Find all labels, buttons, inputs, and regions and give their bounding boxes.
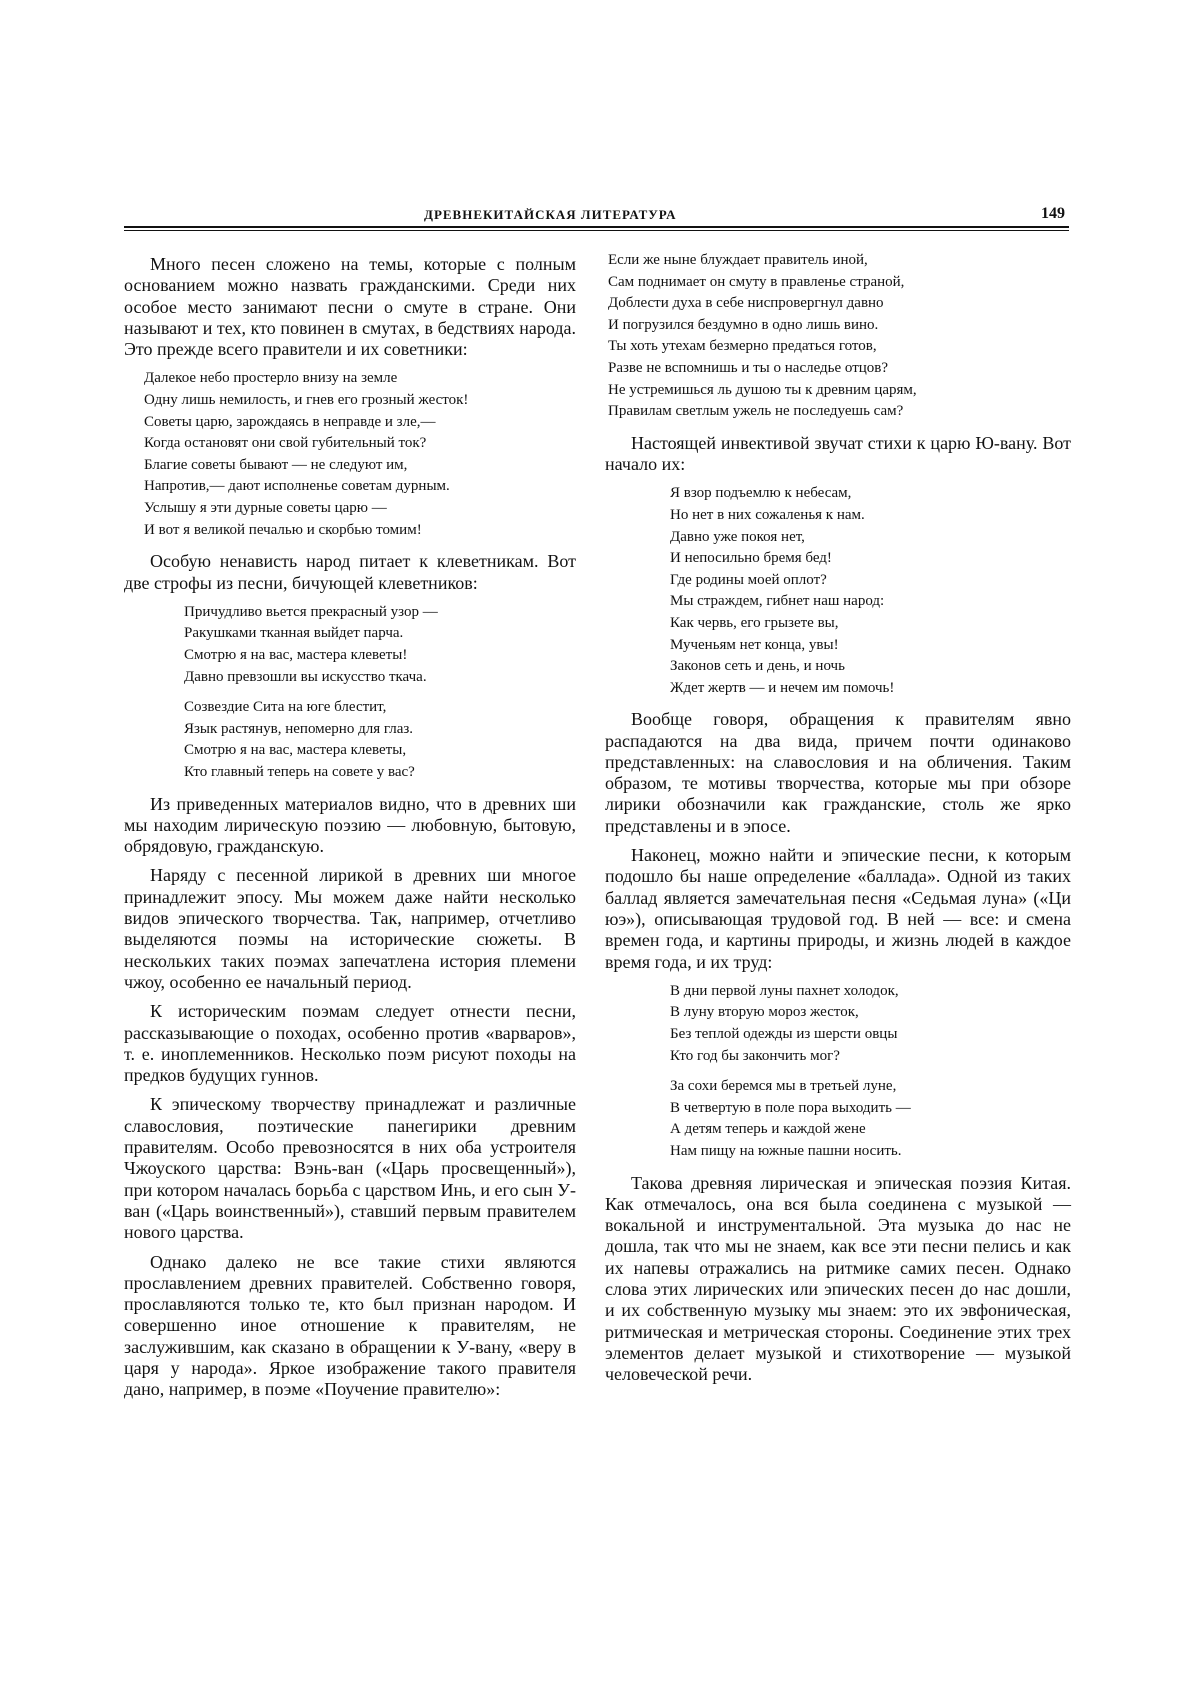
stanza bbox=[184, 697, 576, 783]
verse-line: А детям теперь и каждой жене bbox=[670, 1121, 866, 1138]
verse-line: Как червь, его грызете вы, bbox=[670, 614, 839, 631]
verse-line: Нам пищу на южные пашни носить. bbox=[670, 1143, 902, 1159]
verse-line: Мы страждем, гибнет наш народ: bbox=[670, 593, 885, 610]
verse-line: Кто главный теперь на совете у вас? bbox=[184, 763, 415, 780]
paragraph: К историческим поэмам следует отнести песни, рассказывающие о походах, особенно против «варваров», т. е. иноплеменников. Несколько поэм рисуют походы на предков будущих гуннов. bbox=[124, 1001, 576, 1086]
paragraph: Настоящей инвективой звучат стихи к царю Ю-вану. Вот начало их: bbox=[605, 432, 1071, 475]
poem-seventh-moon bbox=[670, 981, 1071, 1163]
verse-line: Без теплой одежды из шерсти овцы bbox=[670, 1026, 898, 1043]
poem-on-bad-counsel bbox=[144, 368, 576, 541]
paragraph: Наряду с песенной лирикой в древних ши многое принадлежит эпосу. Мы можем даже найти несколько видов эпического творчества. Так, например, отчетливо выделяются поэмы на исторические сюжеты. В нескольких таких поэмах запечатлена история племени чжоу, особенно ее начальный период. bbox=[124, 865, 576, 992]
running-title: ДРЕВНЕКИТАЙСКАЯ ЛИТЕРАТУРА bbox=[424, 207, 677, 222]
poem-to-yu-wang bbox=[670, 483, 1071, 699]
verse-line: Ждет жертв — и нечем им помочь! bbox=[670, 679, 895, 696]
paragraph: Особую ненависть народ питает к клеветникам. Вот две строфы из песни, бичующей клеветников: bbox=[124, 551, 576, 593]
paragraph: Наконец, можно найти и эпические песни, к которым подошло бы наше определение «баллада». Одной из таких баллад является замечательная песня «Седьмая луна» («Ци юэ»), описывающая трудовой год. В ней — все: и смена времен года, и картины природы, и жизнь людей в каждое время года, и их труд: bbox=[605, 845, 1071, 972]
verse-line: Благие советы бывают — не следуют им, bbox=[144, 456, 408, 473]
verse-line: Ракушками тканная выйдет парча. bbox=[184, 625, 404, 642]
verse-line: Далекое небо простерло внизу на земле bbox=[144, 370, 398, 387]
verse-line: Где родины моей оплот? bbox=[670, 571, 827, 588]
paragraph: К эпическому творчеству принадлежат и различные славословия, поэтические панегирики древним правителям. Особо превозносятся в них оба устроителя Чжоуского царства: Вэнь-ван («Царь просвещенный»), при котором началась борьба с царством Инь, и его сын У-ван («Царь воинственный»), ставший первым правителем нового царства. bbox=[124, 1094, 576, 1243]
verse-line: Причудливо вьется прекрасный узор — bbox=[184, 603, 438, 620]
verse-line: Мученьям нет конца, увы! bbox=[670, 636, 839, 653]
stanza bbox=[184, 602, 576, 688]
verse-line: Советы царю, зарождаясь в неправде и зле,— bbox=[144, 413, 436, 430]
paragraph: Такова древняя лирическая и эпическая поэзия Китая. Как отмечалось, она вся была соединена с музыкой — вокальной и инструментальной. Эта музыка до нас не дошла, так что мы не знаем, как все эти песни пелись и как их напевы отражались на ритмике самих песен. Однако слова этих лирических или эпических песен до нас дошли, и их собственную музыку мы знаем: это их эвфоническая, ритмическая и метрическая стороны. Соединение этих трех элементов делает музыкой и стихотворение — музыкой человеческой речи. bbox=[605, 1172, 1071, 1385]
poem-on-slanderers bbox=[184, 602, 576, 784]
verse-line: В луну вторую мороз жесток, bbox=[670, 1004, 859, 1021]
verse-line: И непосильно бремя бед! bbox=[670, 550, 832, 567]
paragraph: Много песен сложено на темы, которые с полным основанием можно назвать гражданскими. Среди них особое место занимают песни о смуте в стране. Они называют и тех, кто повинен в смутах, в бедствиях народа. Это прежде всего правители и их советники: bbox=[124, 254, 576, 360]
verse-line: Давно превзошли вы искусство ткача. bbox=[184, 668, 427, 685]
left-column bbox=[124, 254, 576, 1409]
verse-line: За сохи беремся мы в третьей луне, bbox=[670, 1078, 897, 1095]
verse-line: Давно уже покоя нет, bbox=[670, 528, 805, 545]
verse-line: Сам поднимает он смуту в правленье страной, bbox=[608, 273, 905, 290]
verse-line: Когда остановят они свой губительный ток? bbox=[144, 435, 427, 452]
verse-line: Не устремишься ль душою ты к древним царям, bbox=[608, 381, 917, 398]
verse-line: Правилам светлым ужель не последуешь сам? bbox=[608, 403, 904, 420]
header-rule-thin bbox=[124, 230, 1069, 231]
verse-line: Если же ныне блуждает правитель иной, bbox=[608, 252, 868, 268]
page-number: 149 bbox=[1041, 205, 1065, 222]
right-column bbox=[605, 254, 1071, 1394]
verse-line: Одну лишь немилость, и гнев его грозный жесток! bbox=[144, 392, 469, 409]
poem-admonition-to-ruler bbox=[608, 250, 1071, 423]
verse-line: Законов сеть и день, и ночь bbox=[670, 658, 845, 675]
verse-line: Язык растянув, непомерно для глаз. bbox=[184, 720, 414, 737]
header-rule-thick bbox=[124, 226, 1069, 228]
verse-line: Ты хоть утехам безмерно предаться готов, bbox=[608, 338, 877, 355]
verse-line: Разве не вспомнишь и ты о наследье отцов? bbox=[608, 359, 889, 376]
verse-line: Кто год бы закончить мог? bbox=[670, 1047, 840, 1064]
verse-line: И погрузился бездумно в одно лишь вино. bbox=[608, 316, 879, 333]
verse-line: Услышу я эти дурные советы царю — bbox=[144, 500, 387, 517]
verse-line: Доблести духа в себе ниспровергнул давно bbox=[608, 295, 884, 312]
stanza bbox=[670, 981, 1071, 1067]
verse-line: И вот я великой печалью и скорбью томим! bbox=[144, 521, 422, 538]
paragraph: Из приведенных материалов видно, что в древних ши мы находим лирическую поэзию — любовную, бытовую, обрядовую, гражданскую. bbox=[124, 793, 576, 857]
paragraph: Однако далеко не все такие стихи являются прославлением древних правителей. Собственно говоря, прославляются только те, кто был признан народом. И совершенно иное отношение к правителям, не заслужившим, как сказано в обращении к У-вану, «веру в царя у народа». Яркое изображение такого правителя дано, например, в поэме «Поучение правителю»: bbox=[124, 1251, 576, 1400]
verse-line: Созвездие Сита на юге блестит, bbox=[184, 699, 387, 716]
verse-line: Смотрю я на вас, мастера клеветы, bbox=[184, 742, 407, 759]
verse-line: В дни первой луны пахнет холодок, bbox=[670, 982, 899, 999]
paragraph: Вообще говоря, обращения к правителям явно распадаются на два вида, причем почти одинаково представленных: на славословия и на обличения. Таким образом, те мотивы творчества, которые мы при обзоре лирики обозначили как гражданские, столь же ярко представлены и в эпосе. bbox=[605, 709, 1071, 836]
verse-line: В четвертую в поле пора выходить — bbox=[670, 1099, 911, 1116]
verse-line: Я взор подъемлю к небесам, bbox=[670, 485, 852, 502]
verse-line: Напротив,— дают исполненье советам дурным. bbox=[144, 478, 450, 495]
stanza bbox=[670, 1076, 1071, 1162]
verse-line: Смотрю я на вас, мастера клеветы! bbox=[184, 647, 408, 664]
verse-line: Но нет в них сожаленья к нам. bbox=[670, 506, 865, 523]
running-head bbox=[124, 205, 1069, 233]
